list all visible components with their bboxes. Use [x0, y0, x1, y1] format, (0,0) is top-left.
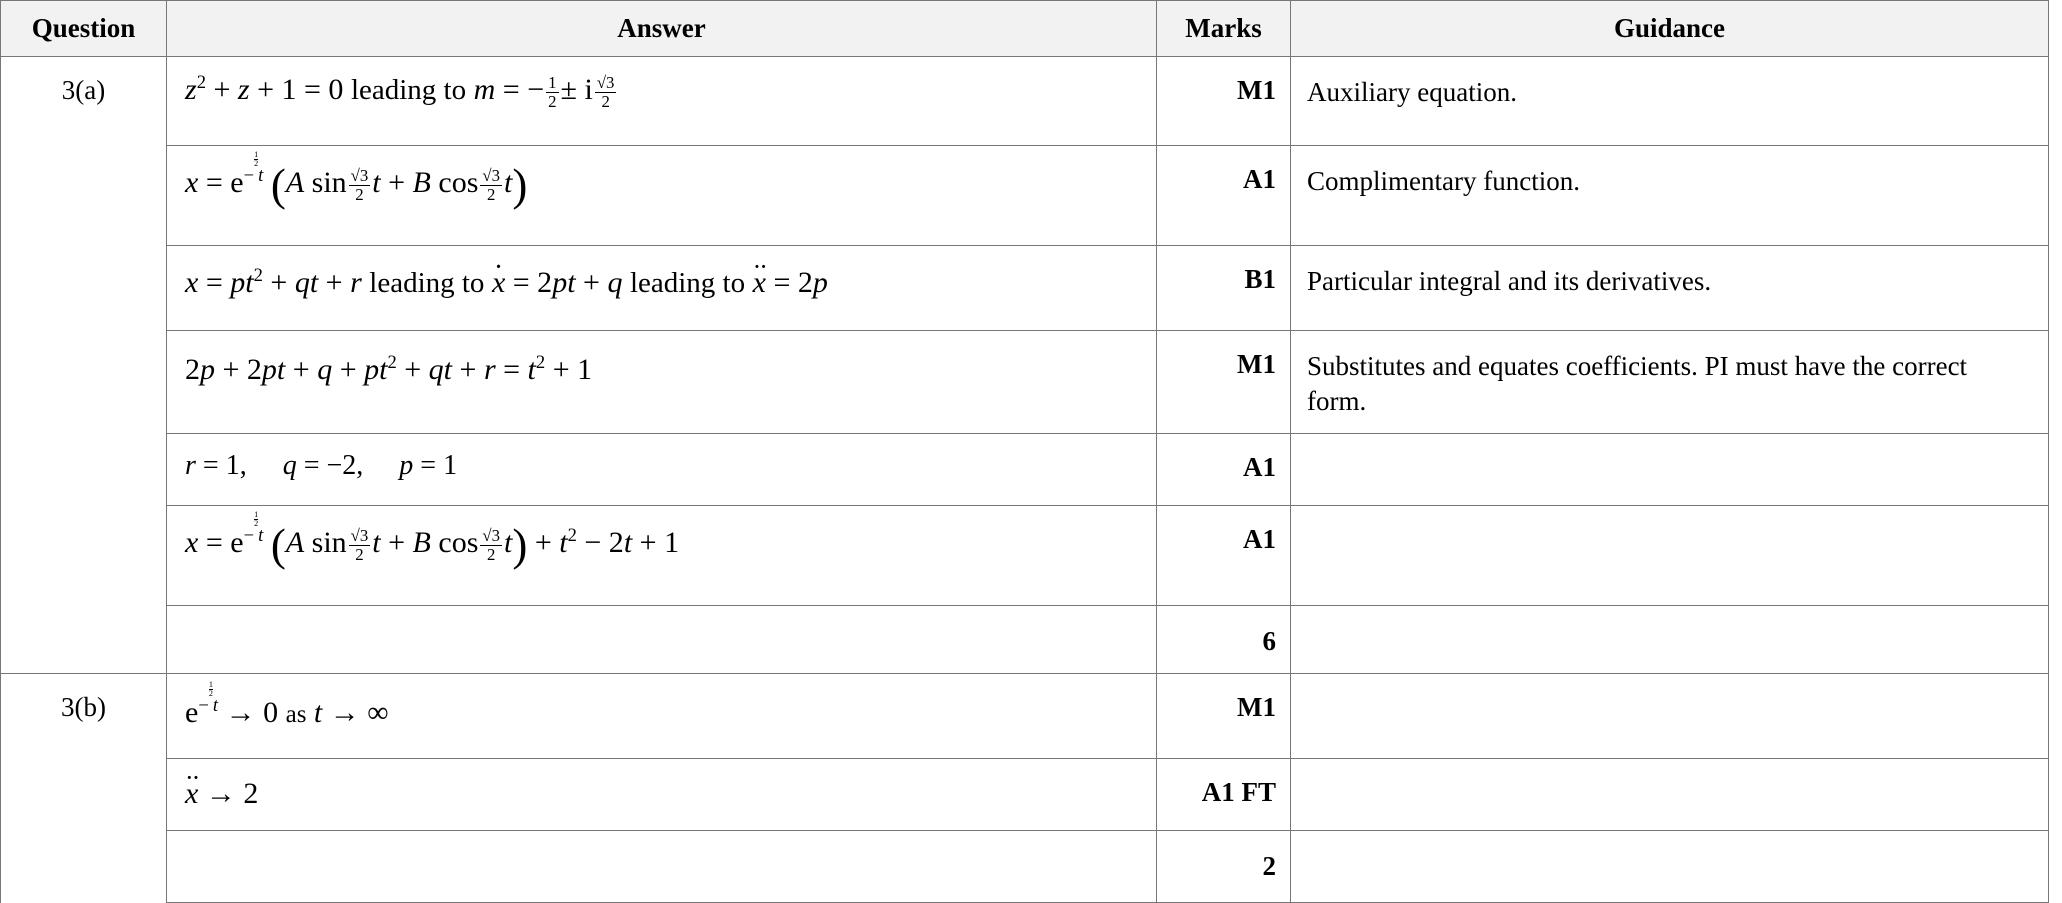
- marks-cell: A1 FT: [1157, 759, 1291, 831]
- answer-cell: $x = e^{- \frac{1}{2} t}$ (A sin $\frac{√3}{2}$ t + B cos $\frac{√3}{2}$ $t) + t^2 - 2t + 1$: [167, 506, 1157, 606]
- table-row: [1, 606, 2049, 674]
- answer-cell: r = 1, q = −2, p = 1: [167, 434, 1157, 506]
- table-row: [1, 759, 2049, 831]
- table-row: [1, 146, 2049, 246]
- guidance-cell: [1291, 831, 2049, 903]
- guidance-cell: Complimentary function.: [1291, 146, 2049, 246]
- guidance-cell: Substitutes and equates coefficients. PI must have the correct form.: [1291, 331, 2049, 434]
- table-row: [1, 506, 2049, 606]
- question-number: 3(a): [1, 57, 167, 146]
- table-row: [1, 831, 2049, 903]
- guidance-cell: Auxiliary equation.: [1291, 57, 2049, 146]
- table-row: [1, 434, 2049, 506]
- answer-cell: [167, 831, 1157, 903]
- table-row: [1, 246, 2049, 331]
- header-row: [1, 1, 2049, 57]
- marks-cell: A1: [1157, 146, 1291, 246]
- question-number: 3(b): [1, 674, 167, 759]
- guidance-header: Guidance: [1291, 1, 2049, 57]
- marks-cell: M1: [1157, 331, 1291, 434]
- answer-cell: x ·· → 2: [167, 759, 1157, 831]
- marks-total: 6: [1157, 606, 1291, 674]
- guidance-cell: [1291, 606, 2049, 674]
- marks-total: 2: [1157, 831, 1291, 903]
- answer-cell: $z^2 + z + 1 = 0$ leading to m = − $\frac{1}{2}$ ± i $\frac{√3}{2}$: [167, 57, 1157, 146]
- marks-cell: M1: [1157, 674, 1291, 759]
- marks-header: Marks: [1157, 1, 1291, 57]
- answer-cell: [167, 606, 1157, 674]
- answer-cell: $e^{- \frac{1}{2} t} \to 0$ as t → ∞: [167, 674, 1157, 759]
- table-row: [1, 331, 2049, 434]
- guidance-cell: [1291, 506, 2049, 606]
- answer-cell: $2p + 2pt + q + pt^2$ + qt + $r = t^2 + 1$: [167, 331, 1157, 434]
- guidance-cell: Particular integral and its derivatives.: [1291, 246, 2049, 331]
- guidance-cell: [1291, 759, 2049, 831]
- marks-cell: B1: [1157, 246, 1291, 331]
- guidance-cell: [1291, 434, 2049, 506]
- answer-header: Answer: [167, 1, 1157, 57]
- answer-cell: $x = pt^2$ + qt + r leading to x · = 2pt + q leading to x ·· = 2p: [167, 246, 1157, 331]
- answer-cell: $x = e^{- \frac{1}{2} t}$ (A sin $\frac{√3}{2}$ t + B cos $\frac{√3}{2}$ t): [167, 146, 1157, 246]
- guidance-cell: [1291, 674, 2049, 759]
- table-row: [1, 674, 2049, 759]
- question-header: Question: [1, 1, 167, 57]
- marks-cell: A1: [1157, 434, 1291, 506]
- table-row: [1, 57, 2049, 146]
- marks-cell: M1: [1157, 57, 1291, 146]
- marks-cell: A1: [1157, 506, 1291, 606]
